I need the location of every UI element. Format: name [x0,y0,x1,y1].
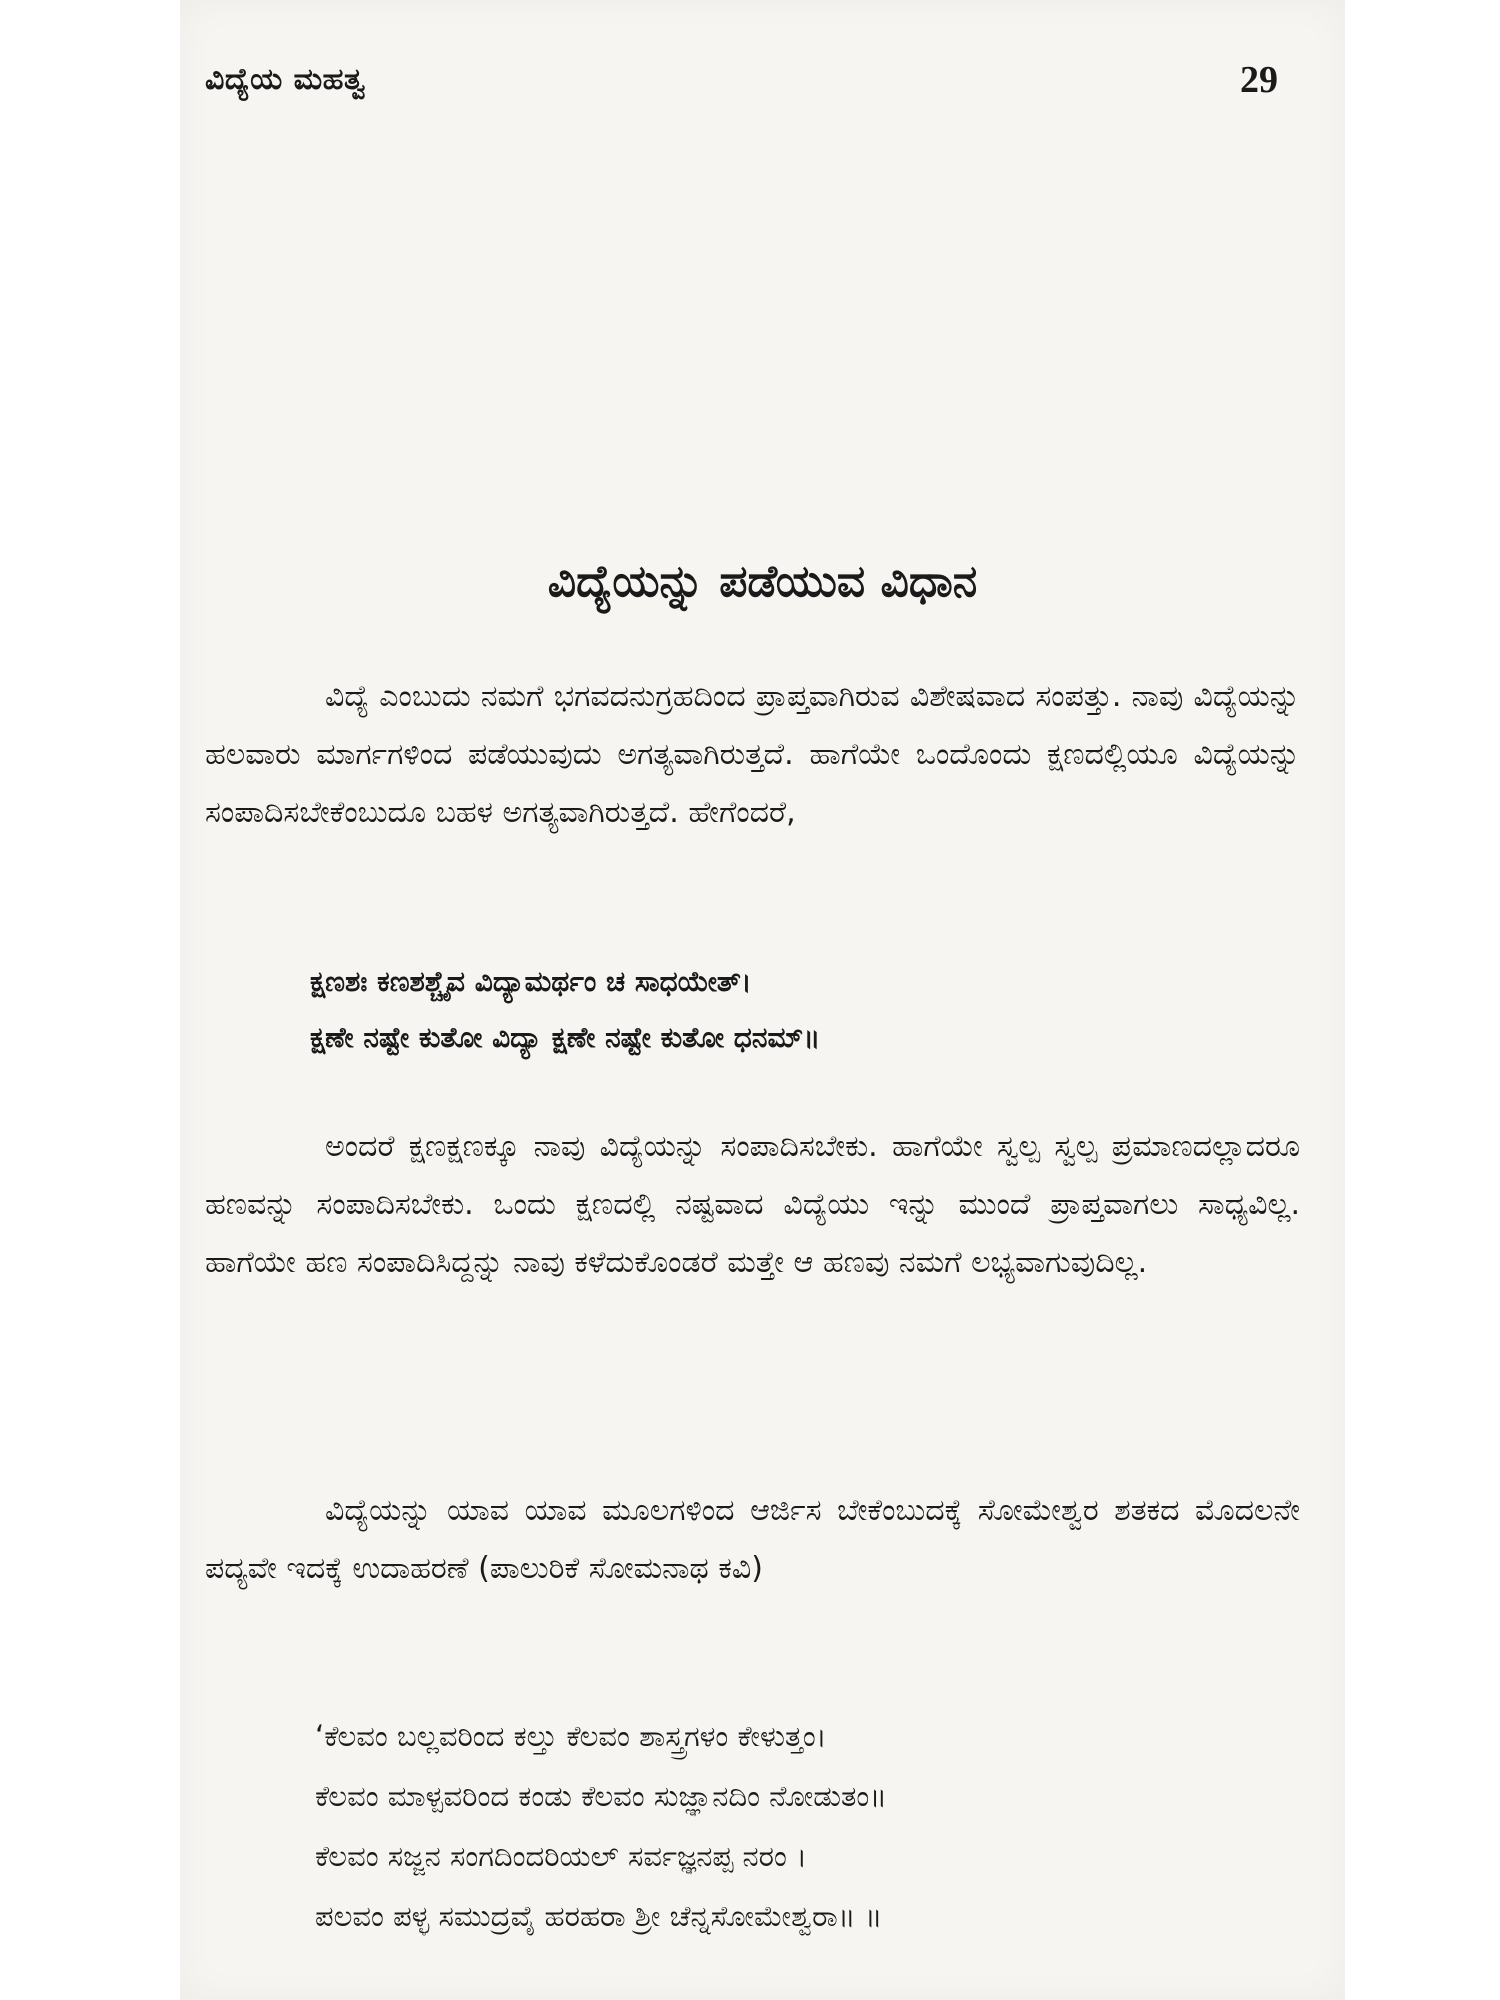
paragraph-intro: ವಿದ್ಯೆ ಎಂಬುದು ನಮಗೆ ಭಗವದನುಗ್ರಹದಿಂದ ಪ್ರಾಪ್ತವಾಗಿರುವ ವಿಶೇಷವಾದ ಸಂಪತ್ತು. ನಾವು ವಿದ್ಯೆಯನ್ನು ಹಲವಾರು ಮಾರ್ಗಗಳಿಂದ ಪಡೆಯುವುದು ಅಗತ್ಯವಾಗಿರುತ್ತದೆ. ಹಾಗೆಯೇ ಒಂದೊಂದು ಕ್ಷಣದಲ್ಲಿಯೂ ವಿದ್ಯೆಯನ್ನು ಸಂಪಾದಿಸಬೇಕೆಂಬುದೂ ಬಹಳ ಅಗತ್ಯವಾಗಿರುತ್ತದೆ. ಹೇಗೆಂದರೆ, [205,679,1300,830]
paragraph-explanation: ಅಂದರೆ ಕ್ಷಣಕ್ಷಣಕ್ಕೂ ನಾವು ವಿದ್ಯೆಯನ್ನು ಸಂಪಾದಿಸಬೇಕು. ಹಾಗೆಯೇ ಸ್ವಲ್ಪ ಸ್ವಲ್ಪ ಪ್ರಮಾಣದಲ್ಲಾದರೂ ಹಣವನ್ನು ಸಂಪಾದಿಸಬೇಕು. ಒಂದು ಕ್ಷಣದಲ್ಲಿ ನಷ್ಟವಾದ ವಿದ್ಯೆಯು ಇನ್ನು ಮುಂದೆ ಪ್ರಾಪ್ತವಾಗಲು ಸಾಧ್ಯವಿಲ್ಲ. ಹಾಗೆಯೇ ಹಣ ಸಂಪಾದಿಸಿದ್ದನ್ನು ನಾವು ಕಳೆದುಕೊಂಡರೆ ಮತ್ತೇ ಆ ಹಣವು ನಮಗೆ ಲಭ್ಯವಾಗುವುದಿಲ್ಲ. [205,1129,1300,1280]
poem-line: ಕೆಲವಂ ಮಾಳ್ಪವರಿಂದ ಕಂಡು ಕೆಲವಂ ಸುಜ್ಞಾನದಿಂ ನೋಡುತಂ॥ [315,1779,887,1813]
poem-verse [315,1706,887,1946]
verse-line: ಕ್ಷಣಶಃ ಕಣಶಶ್ಚೈವ ವಿದ್ಯಾಮರ್ಥಂ ಚ ಸಾಧಯೇತ್। [310,965,752,998]
paragraph-sources: ವಿದ್ಯೆಯನ್ನು ಯಾವ ಯಾವ ಮೂಲಗಳಿಂದ ಆರ್ಜಿಸ ಬೇಕೆಂಬುದಕ್ಕೆ ಸೋಮೇಶ್ವರ ಶತಕದ ಮೊದಲನೇ ಪದ್ಯವೇ ಇದಕ್ಕೆ ಉದಾಹರಣೆ (ಪಾಲುರಿಕೆ ಸೋಮನಾಥ ಕವಿ) [205,1493,1300,1586]
poem-line: ‘ಕೆಲವಂ ಬಲ್ಲವರಿಂದ ಕಲ್ತು ಕೆಲವಂ ಶಾಸ್ತ್ರಗಳಂ ಕೇಳುತ್ತಂ। [315,1719,827,1753]
running-header-title: ವಿದ್ಯೆಯ ಮಹತ್ವ [205,62,366,97]
poem-line: ಪಲವಂ ಪಳ್ಳ ಸಮುದ್ರವೈ ಹರಹರಾ ಶ್ರೀ ಚೆನ್ನಸೋಮೇಶ್ವರಾ॥ ॥ [315,1899,883,1933]
poem-line: ಕೆಲವಂ ಸಜ್ಜನ ಸಂಗದಿಂದರಿಯಲ್ ಸರ್ವಜ್ಞನಪ್ಪ ನರಂ । [315,1839,808,1873]
page-number: 29 [1240,59,1278,101]
sanskrit-verse [310,954,820,1066]
verse-line: ಕ್ಷಣೇ ನಷ್ಟೇ ಕುತೋ ವಿದ್ಯಾ ಕ್ಷಣೇ ನಷ್ಟೇ ಕುತೋ ಧನಮ್॥ [310,1021,821,1054]
section-heading: ವಿದ್ಯೆಯನ್ನು ಪಡೆಯುವ ವಿಧಾನ [547,556,978,607]
